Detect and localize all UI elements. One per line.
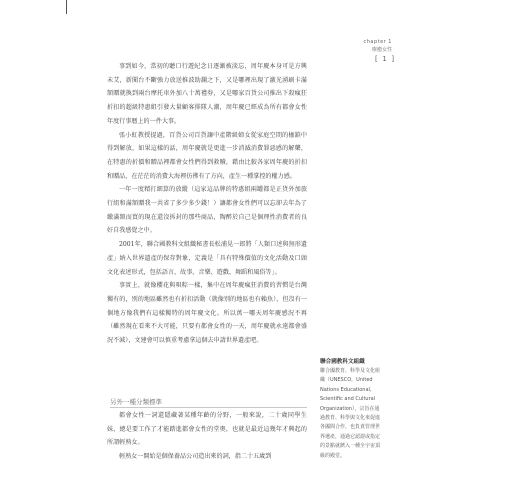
section-divider (110, 407, 307, 408)
chapter-label: chapter 1 (363, 39, 392, 45)
top-left-rule (66, 0, 67, 14)
running-header (363, 38, 392, 54)
paragraph: 事實上，就像櫻花與唄粽一樣，集中在周年慶瘋狂消費的習慣是台灣獨有的，別的地區雖然也有折扣活動（就像別的地區也有賴魚），但沒有一個地方像我們有這樣獨特的周年慶文化。所以萬一哪天周年慶感況不再（雖然現在看來不大可能，只要有都會女性的一天，周年慶就永遠都會盛況不減），文建會可以慎重考慮拿這個去申請世界遺產吧。 (107, 282, 307, 345)
section-heading: 另外一種分類標準 (110, 398, 162, 406)
sidenote (320, 357, 382, 461)
main-text (107, 60, 307, 348)
paragraph: 2001年，聯合國教科文組織秘書長松浦晃一郎將「人類口述與無形遺產」納入世界遺產的保存對象，定義是「具有特殊價值的文化活動及口頭文化表述形式，包括語言、故事、音樂、遊戲、舞蹈和風俗等」。 (107, 241, 307, 276)
section-text (107, 409, 307, 464)
page-number: [ 1 ] (374, 55, 396, 63)
chapter-title: 療癒女性 (371, 47, 392, 53)
paragraph: 事到如今，當初的聽口行遊紀念日逐漸被淡忘，周年慶本身可是方興未艾，新聞台不斷強力放送推波助瀾之下，又是哪裡出現了激光湧刷卡滿額贈就換到兩台摩托車外加八十萬禮券，又是哪家百貨公司推出下殺瘋狂折扣的超級特惠組引發大量顧客排隊人潮，周年慶已經成為所有都會女性年度行事曆上的一件大事。 (107, 63, 307, 125)
paragraph: 張小虹教授提過，百貨公司百貨讓中產階級婦女從家庭空間的枷鎖中得到解放，如果這樣的話，周年慶就是更進一步消滅消費罪惡感的解藥，在特惠的折價和贈品裡都會女性們得到救贖，藉由比較各家周年慶的折扣和贈品，在茫茫的消費大海裡彷彿有了方向，產生一種掌控的權力感。 (107, 131, 307, 180)
paragraph: 都會女性一詞還隱藏著某種年齡的分野，一般來說，二十歲同學生妹，總是要工作了才能踏進都會女性的堂奧，也就是最近這幾年才興起的所謂輕熟女。 (107, 412, 307, 447)
sidenote-body: 聯合國教育、科學及文化組織（UNESCO，United Nations Educational, Scientific and Cultural Organization），宗旨在通過教育、科學與文化來促進各國間合作，也負責管理世界遺產，通過它認證或指定的景點就躋入一種全宇宙頂級的殿堂。 (320, 368, 381, 459)
sidenote-title: 聯合國教科文組織 (320, 359, 365, 365)
paragraph: 一年一度精打細算的放縱（這家這品牌的特惠組兩罐都是正貨外加旅行組和滿額贈我一共省了多少多少錢！）讓都會女性們可以忘卻去年為了繳滿額而買的現在還沒拆封的那些商品，陶醉於自己是個理性消費者的良好自我感覺之中。 (107, 186, 307, 235)
paragraph: 輕熟女一開始是個保養品公司造出來的詞，指二十五歲到 (119, 453, 272, 461)
